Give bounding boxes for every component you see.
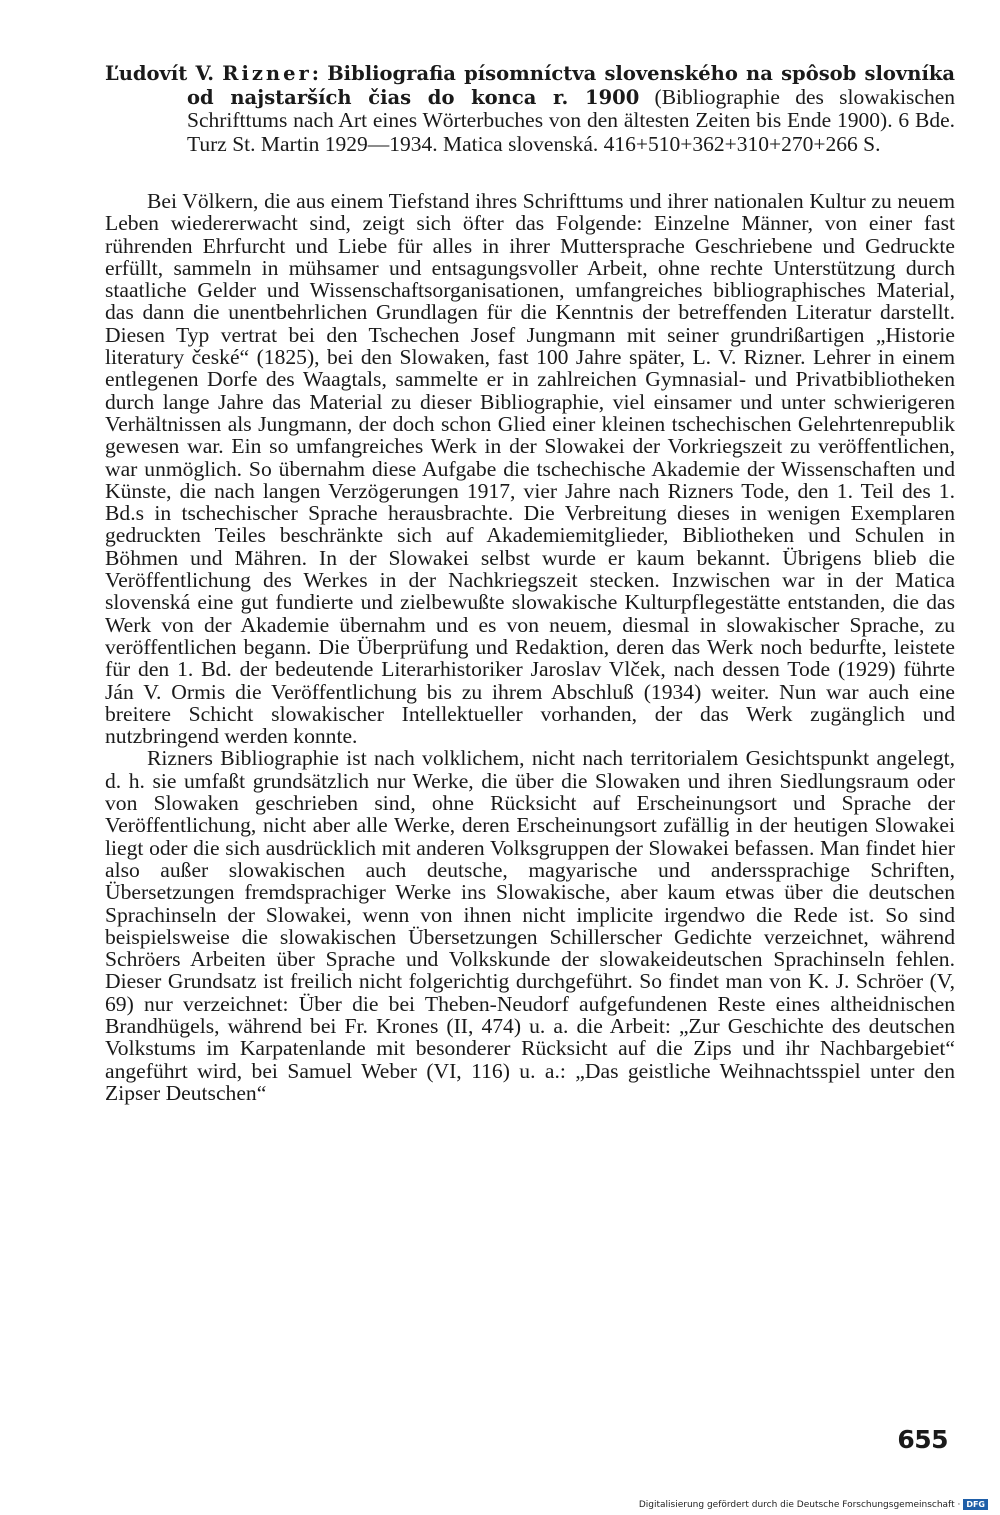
author-suffix: : bbox=[311, 62, 319, 85]
paragraph-1: Bei Völkern, die aus einem Tiefstand ihres Schrifttums und ihrer nationalen Kultur zu neuem Leben wiedererwacht sind, zeigt sich öfter das Folgende: Einzelne Männer, von einer fast rührenden Ehrfurcht und Liebe für alles in ihrer Muttersprache Geschriebene und Gedruckte erfüllt, sammeln in mühsamer und entsagungsvoller Arbeit, ohne rechte Unterstützung durch staatliche Gelder und Wissenschaftsorganisationen, umfangreiches bibliographisches Material, das dann die unentbehrlichen Grundlagen für die Kenntnis der betreffenden Literatur darstellt. Diesen Typ vertrat bei den Tschechen Josef Jungmann mit seiner grundrißartigen „Historie literatury české“ (1825), bei den Slowaken, fast 100 Jahre später, L. V. Rizner. Lehrer in einem entlegenen Dorfe des Waagtals, sammelte er in zahlreichen Gymnasial- und Privatbibliotheken durch lange Jahre das Material zu dieser Bibliographie, viel einsamer und unter schwierigeren Verhältnissen als Jungmann, der doch schon Glied einer kleinen tschechischen Gelehrtenrepublik gewesen war. Ein so umfangreiches Werk in der Slowakei der Vorkriegszeit zu veröffentlichen, war unmöglich. So übernahm diese Aufgabe die tschechische Akademie der Wissenschaften und Künste, die nach langen Verzögerungen 1917, vier Jahre nach Rizners Tode, den 1. Teil des 1. Bd.s in tschechischer Sprache herausbrachte. Die Verbreitung dieses in wenigen Exemplaren gedruckten Teiles beschränkte sich auf Akademiemitglieder, Bibliotheken und Schulen in Böhmen und Mähren. In der Slowakei selbst wurde er kaum bekannt. Übrigens blieb die Veröffentlichung des Werkes in der Nachkriegszeit stecken. Inzwischen war in der Matica slovenská eine gut fundierte und zielbewußte slowakische Kulturpflegestätte entstanden, die das Werk von der Akademie übernahm und es von neuem, diesmal in slowakischer Sprache, zu veröffentlichen begann. Die Überprüfung und Redaktion, deren das Werk noch bedurfte, leistete für den 1. Bd. der bedeutende Literarhistoriker Jaroslav Vlček, nach dessen Tode (1929) führte Ján V. Ormis die Veröffentlichung bis zu ihrem Abschluß (1934) weiter. Nun war auch eine breitere Schicht slowakischer Intellektueller vorhanden, der das Werk zugänglich und nutzbringend werden konnte. bbox=[105, 189, 955, 749]
author-prefix: Ľudovít V. bbox=[105, 62, 223, 85]
dfg-logo: DFG bbox=[963, 1499, 988, 1510]
book-title: Bibliografia písomníctva slovenského na spôsob slovníka od najstarších čias do konca r. 1900 bbox=[187, 62, 955, 109]
footer-text: Digitalisierung gefördert durch die Deutsche Forschungsgemeinschaft · bbox=[638, 1499, 961, 1510]
digitization-footer bbox=[639, 1499, 988, 1510]
entry-text bbox=[105, 62, 955, 156]
review-body bbox=[105, 190, 955, 1104]
paragraph-2: Rizners Bibliographie ist nach volklichem, nicht nach territorialem Gesichtspunkt angelegt, d. h. sie umfaßt grundsätzlich nur Werke, die über die Slowaken und ihren Siedlungsraum oder von Slowaken geschrieben sind, ohne Rücksicht auf Erscheinungsort und Sprache der Veröffentlichung, nicht aber alle Werke, deren Erscheinungsort zufällig in der heutigen Slowakei liegt oder die sich ausdrücklich mit anderen Volksgruppen der Slowakei befassen. Man findet hier also außer slowakischen auch deutsche, magyarische und anderssprachige Schriften, Übersetzungen fremdsprachiger Werke ins Slowakische, aber kaum etwas über die deutschen Sprachinseln der Slowakei, wenn von ihnen nicht implicite irgendwo die Rede ist. So sind beispielsweise die slowakischen Übersetzungen Schillerscher Gedichte verzeichnet, während Schröers Arbeiten über Sprache und Volkskunde der slowakeideutschen Sprachinseln fehlen. Dieser Grundsatz ist freilich nicht folgerichtig durchgeführt. So findet man von K. J. Schröer (V, 69) nur verzeichnet: Über die bei Theben-Neudorf aufgefundenen Reste eines altheidnischen Brandhügels, während bei Fr. Krones (II, 474) u. a. die Arbeit: „Zur Geschichte des deutschen Volkstums im Karpatenlande mit besonderer Rücksicht auf die Zips und ihr Nachbargebiet“ angeführt wird, bei Samuel Weber (VI, 116) u. a.: „Das geistliche Weihnachtsspiel unter den Zipser Deutschen“ bbox=[105, 746, 955, 1105]
book-details: (Bibliographie des slowakischen Schrifttums nach Art eines Wörterbuches von den ältesten Zeiten bis Ende 1900). 6 Bde. Turz St. Martin 1929—1934. Matica slovenská. 416+510+362+310+270+266 S. bbox=[187, 84, 955, 156]
page-number: 655 bbox=[897, 1425, 948, 1454]
bibliography-entry bbox=[105, 62, 955, 156]
author-surname: Rizner bbox=[222, 62, 312, 85]
